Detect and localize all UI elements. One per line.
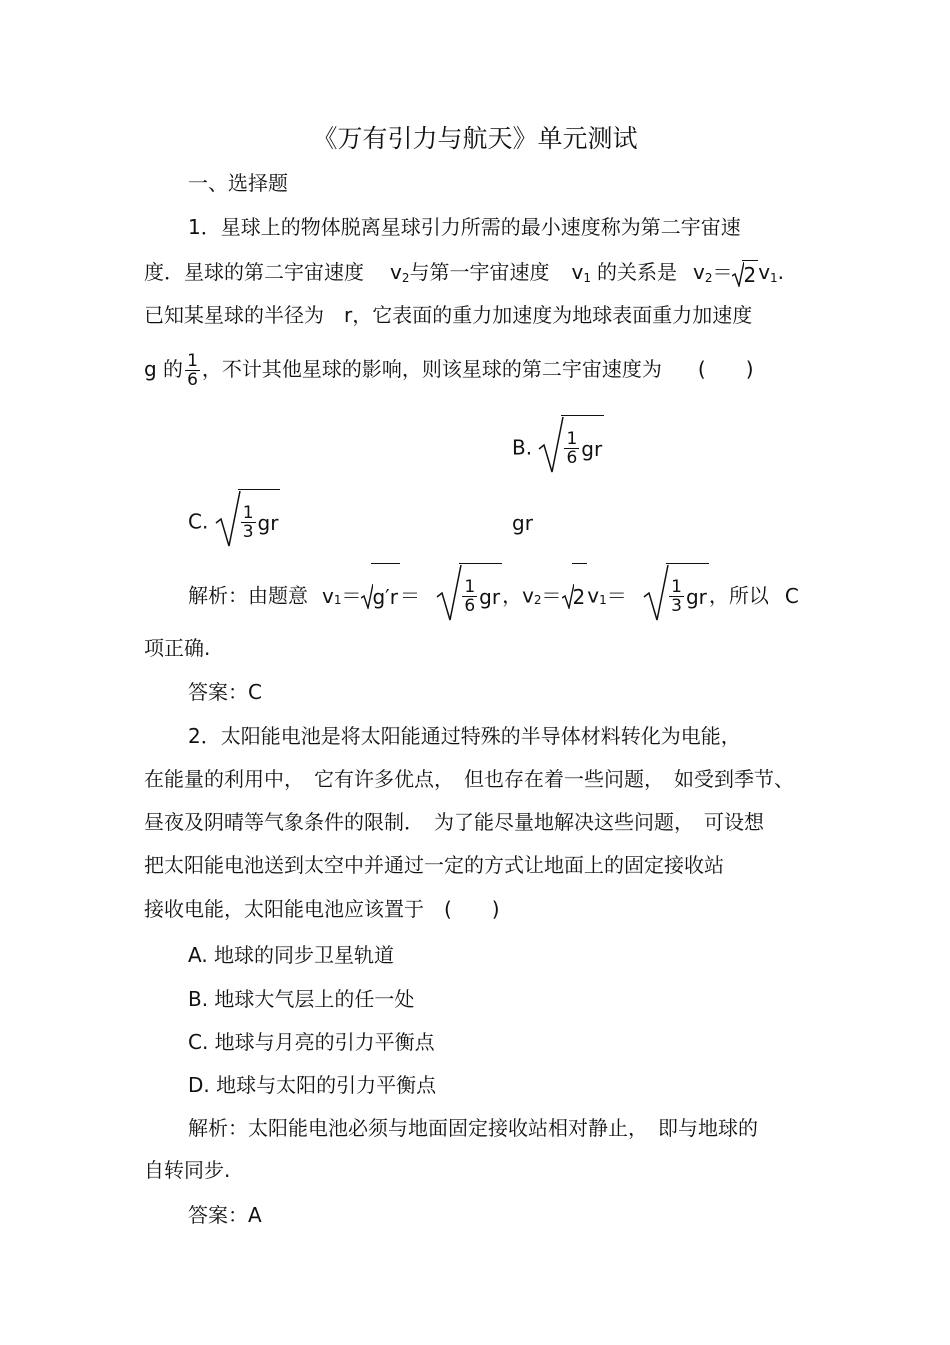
- q1-stem-line3: 已知某星球的半径为 r，它表面的重力加速度为地球表面重力加速度: [144, 303, 753, 327]
- sqrt-sixth-gr-solution: $\frac{1}{6}$ gr: [436, 563, 502, 629]
- page-title: 《万有引力与航天》单元测试: [312, 124, 638, 153]
- q2-option-c: C. 地球与月亮的引力平衡点: [188, 1030, 435, 1054]
- q2-stem-line5: 接收电能，太阳能电池应该置于 ( ): [144, 897, 500, 921]
- q2-option-a: A. 地球的同步卫星轨道: [188, 943, 395, 967]
- fraction-one-sixth: $\frac{1}{6}$: [187, 351, 198, 390]
- q1-answer: 答案：C: [188, 680, 262, 704]
- q1-stem-line4: g 的 $\frac{1}{6}$ ，不计其他星球的影响，则该星球的第二宇宙速度为 ( ): [144, 351, 754, 390]
- q2-option-d: D. 地球与太阳的引力平衡点: [188, 1073, 437, 1097]
- sqrt-third-gr: $\frac{1}{3}$ gr: [215, 489, 281, 555]
- q1-solution-line2: 项正确.: [144, 636, 211, 660]
- sqrt-sixth-gr: $\frac{1}{6}$ gr: [538, 415, 604, 481]
- section-heading: 一、选择题: [188, 171, 288, 195]
- sqrt-2-solution: 2: [562, 563, 588, 629]
- sqrt-gprime-r: g′r: [361, 563, 399, 629]
- q1-stem-line1: 1．星球上的物体脱离星球引力所需的最小速度称为第二宇宙速: [188, 215, 741, 239]
- q1-option-c: C. $\frac{1}{3}$ gr: [188, 488, 280, 555]
- q2-option-b: B. 地球大气层上的任一处: [188, 987, 415, 1011]
- q1-option-d: gr: [512, 511, 533, 535]
- answer-blank: ( ): [697, 357, 754, 381]
- q2-stem-line2: 在能量的利用中， 它有许多优点， 但也存在着一些问题， 如受到季节、: [144, 767, 794, 791]
- q2-stem-line4: 把太阳能电池送到太空中并通过一定的方式让地面上的固定接收站: [144, 853, 724, 877]
- q1-stem-line2: 度．星球的第二宇宙速度 $v_2$与第一宇宙速度 $v_1$ 的关系是 $v_2=$ 2 $v_1$.: [144, 260, 785, 287]
- q2-solution-line1: 解析：太阳能电池必须与地面固定接收站相对静止， 即与地球的: [188, 1116, 758, 1140]
- q2-answer: 答案：A: [188, 1203, 262, 1227]
- sqrt-2-expr: 2: [732, 260, 758, 288]
- q1-option-b: B. $\frac{1}{6}$ gr: [512, 414, 604, 481]
- sqrt-third-gr-solution: $\frac{1}{3}$ gr: [643, 563, 709, 629]
- q2-stem-line3: 昼夜及阴晴等气象条件的限制． 为了能尽量地解决这些问题， 可设想: [144, 810, 764, 834]
- q2-stem-line1: 2．太阳能电池是将太阳能通过特殊的半导体材料转化为电能，: [188, 724, 741, 748]
- q2-solution-line2: 自转同步.: [144, 1158, 231, 1182]
- q1-solution-line1: 解析：由题意 $v_1=$ g′r ＝ $\frac{1}{6}$ gr ，$v_2=$ 2 $v_1=$ $\frac{1}{3}$ gr ，所以 C: [188, 562, 799, 632]
